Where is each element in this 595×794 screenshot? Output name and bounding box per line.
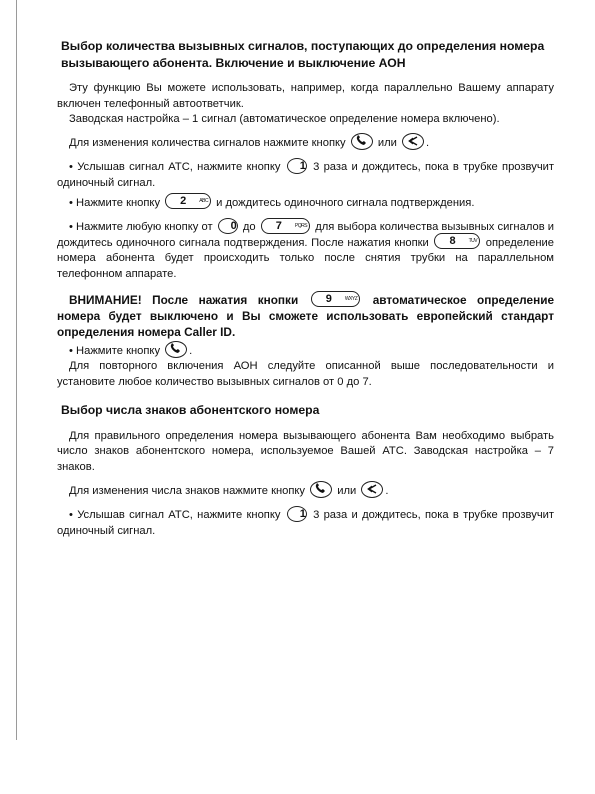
redial-icon bbox=[402, 133, 424, 150]
paragraph-re-enable: Для повторного включения АОН следуйте описанной выше последовательности и установите любое количество вызывных сигналов от 0 до 7. bbox=[57, 360, 554, 388]
key-9: 9 WXYZ bbox=[311, 291, 361, 307]
paragraph-digit-change: Для изменения числа знаков нажмите кнопку или . bbox=[57, 484, 554, 500]
section-title-digit-count: Выбор числа знаков абонентского номера bbox=[61, 403, 320, 418]
redial-icon bbox=[361, 481, 383, 498]
paragraph-usage: Эту функцию Вы можете использовать, например, когда параллельно Вашему аппарату включен телефонный автоответчик. bbox=[57, 82, 554, 110]
key-8: 8 TUV bbox=[434, 233, 480, 249]
key-1: 1 bbox=[287, 506, 307, 522]
page-margin-rule bbox=[16, 0, 17, 740]
handset-icon bbox=[310, 481, 332, 498]
bullet-step-1: • Услышав сигнал АТС, нажмите кнопку 1 3 раза и дождитесь, пока в трубке прозвучит одиночный сигнал. bbox=[57, 159, 555, 189]
bullet-step-2: • Нажмите кнопку 2 ABC и дождитесь одиночного сигнала подтверждения. bbox=[69, 195, 475, 209]
document-page bbox=[57, 38, 554, 539]
key-7: 7 PQRS bbox=[261, 218, 310, 234]
bullet-step-3: • Нажмите любую кнопку от 0 до 7 PQRS для выбора количества вызывных сигналов и дождитесь одиночного сигнала подтверждения. После нажатия кнопки 8 TUV определение номера абонента будет происходить только после снятия трубки на параллельном телефонном аппарате. bbox=[57, 219, 555, 280]
paragraph-digit-explanation: Для правильного определения номера вызывающего абонента Вам необходимо выбрать число знаков абонентского номера, используемое Вашей АТС. Заводская настройка – 7 знаков. bbox=[57, 429, 554, 473]
key-0: 0 bbox=[218, 218, 238, 234]
bullet-digit-step-1: • Услышав сигнал АТС, нажмите кнопку 1 3 раза и дождитесь, пока в трубке прозвучит одиночный сигнал. bbox=[57, 507, 555, 537]
section-title-ring-count: Выбор количества вызывных сигналов, поступающих до определения номера вызывающего абонента. Включение и выключение АОН bbox=[61, 39, 545, 70]
key-1: 1 bbox=[287, 158, 307, 174]
paragraph-factory-setting: Заводская настройка – 1 сигнал (автоматическое определение номера включено). bbox=[69, 113, 500, 126]
handset-icon bbox=[165, 341, 187, 358]
key-2: 2 ABC bbox=[165, 193, 211, 209]
handset-icon bbox=[351, 133, 373, 150]
paragraph-change-instruction: Для изменения количества сигналов нажмите кнопку или . bbox=[57, 136, 554, 152]
warning-paragraph: ВНИМАНИЕ! После нажатия кнопки 9 WXYZ автоматическое определение номера будет выключено и Вы сможете использовать европейский стандарт определения номера Caller ID. bbox=[57, 292, 555, 339]
bullet-step-4: • Нажмите кнопку . bbox=[57, 344, 554, 360]
